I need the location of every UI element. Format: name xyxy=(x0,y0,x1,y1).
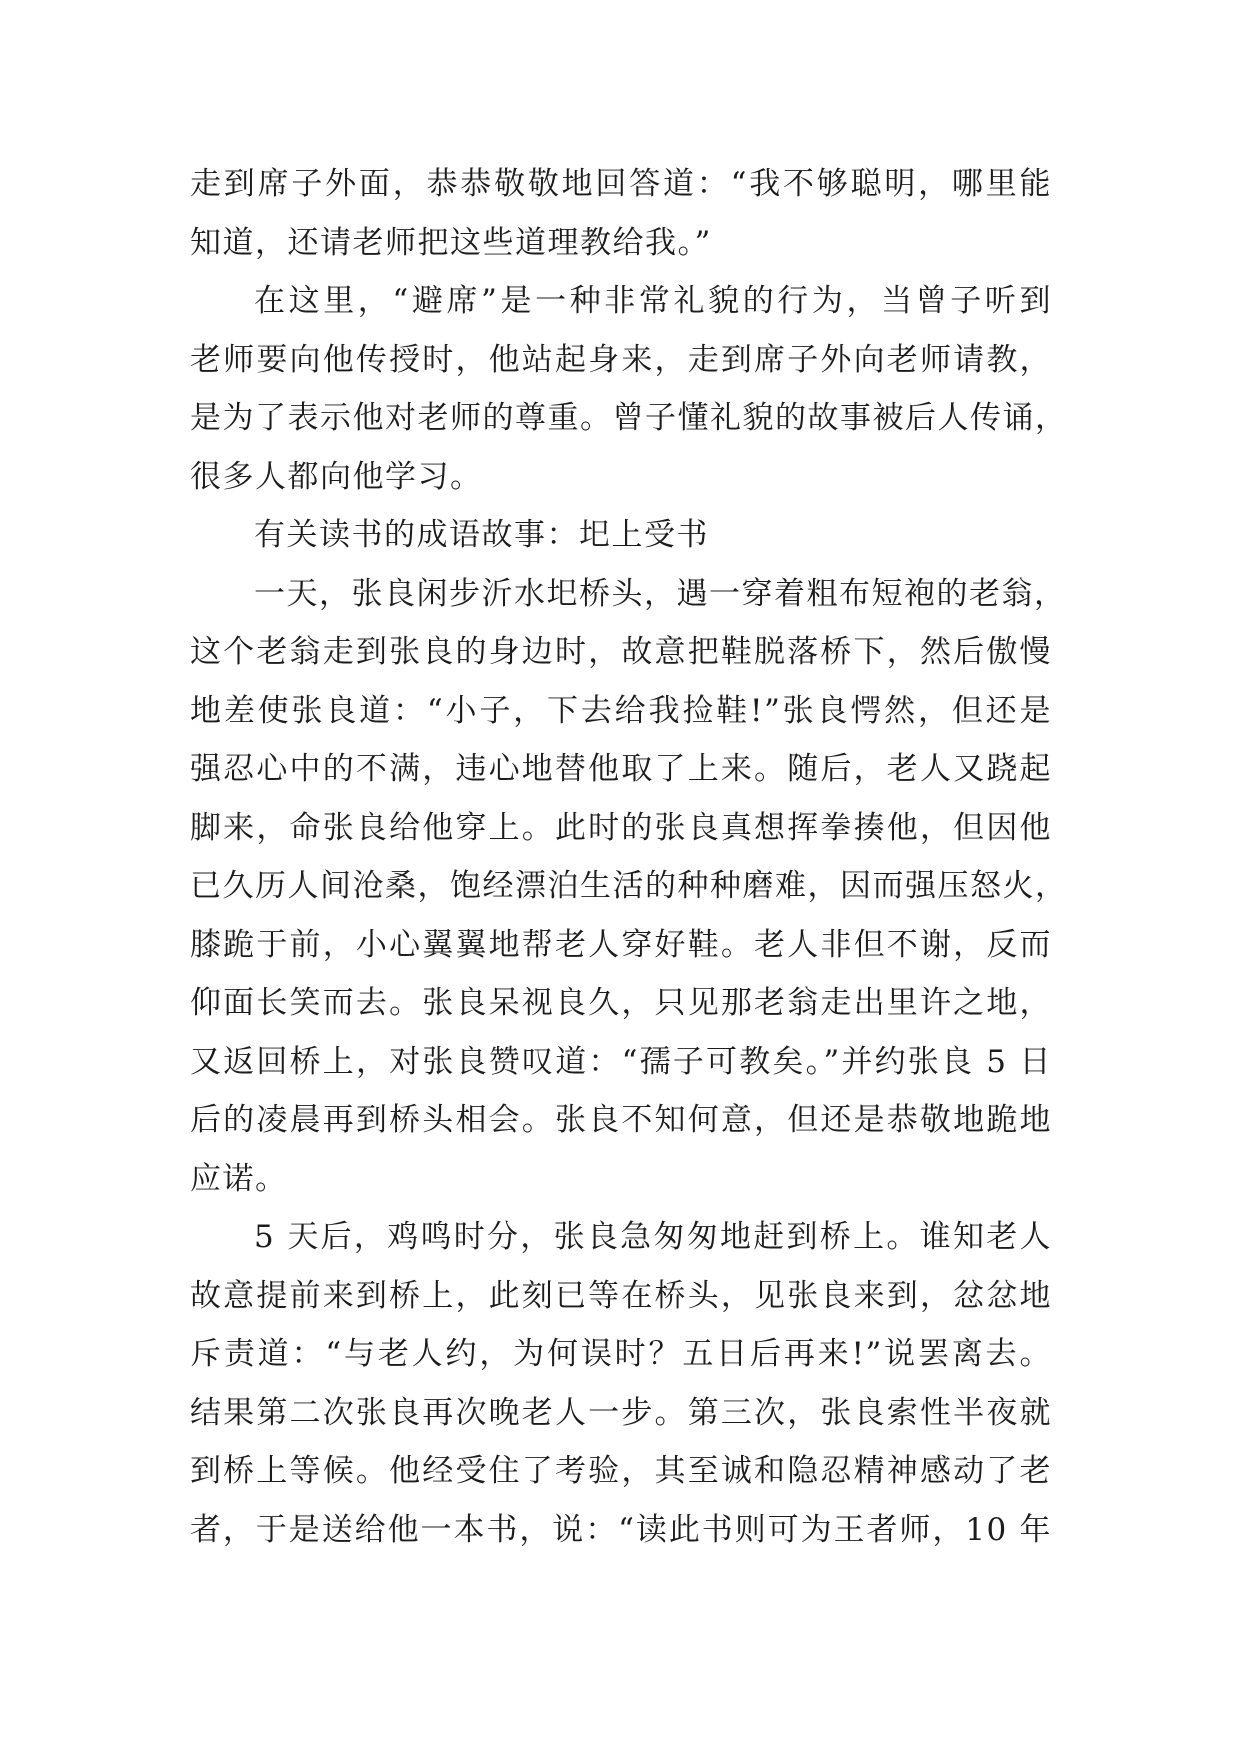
text-line: 5 天后，鸡鸣时分，张良急匆匆地赶到桥上。谁知老人 xyxy=(254,1219,1052,1255)
text-line: 脚来，命张良给他穿上。此时的张良真想挥拳揍他，但因他 xyxy=(190,809,1052,846)
text-line: 地差使张良道：“小子，下去给我捡鞋!”张良愕然，但还是 xyxy=(190,692,1052,729)
text-line: 已久历人间沧桑，饱经漂泊生活的种种磨难，因而强压怒火， xyxy=(190,868,1068,904)
text-line: 强忍心中的不满，违心地替他取了上来。随后，老人又跷起 xyxy=(190,751,1052,787)
text-line: 膝跪于前，小心翼翼地帮老人穿好鞋。老人非但不谢，反而 xyxy=(190,926,1052,963)
text-line: 斥责道：“与老人约，为何误时？五日后再来!”说罢离去。 xyxy=(190,1336,1052,1372)
section-heading: 有关读书的成语故事：圯上受书 xyxy=(254,517,709,553)
body-text xyxy=(190,155,1068,1559)
text-line: 后的凌晨再到桥头相会。张良不知何意，但还是恭敬地跪地 xyxy=(190,1102,1052,1138)
text-line: 又返回桥上，对张良赞叹道：“孺子可教矣。”并约张良 5 日 xyxy=(190,1043,1052,1080)
text-line: 到桥上等候。他经受住了考验，其至诚和隐忍精神感动了老 xyxy=(190,1453,1052,1489)
text-line: 一天，张良闲步沂水圯桥头，遇一穿着粗布短袍的老翁， xyxy=(254,575,1067,612)
text-line: 应诺。 xyxy=(190,1160,288,1197)
text-line: 仰面长笑而去。张良呆视良久，只见那老翁走出里许之地， xyxy=(190,985,1052,1021)
text-line: 是为了表示他对老师的尊重。曾子懂礼貌的故事被后人传诵， xyxy=(190,400,1068,436)
text-line: 老师要向他传授时，他站起身来，走到席子外向老师请教， xyxy=(190,341,1052,378)
text-line: 知道，还请老师把这些道理教给我。” xyxy=(190,224,712,261)
text-line: 在这里，“避席”是一种非常礼貌的行为，当曾子听到 xyxy=(254,283,1052,319)
text-line: 者，于是送给他一本书，说：“读此书则可为王者师，10 年 xyxy=(190,1511,1052,1548)
text-line: 走到席子外面，恭恭敬敬地回答道：“我不够聪明，哪里能 xyxy=(190,166,1052,202)
text-line: 很多人都向他学习。 xyxy=(190,458,483,495)
text-line: 故意提前来到桥上，此刻已等在桥头，见张良来到，忿忿地 xyxy=(190,1277,1052,1314)
text-line: 这个老翁走到张良的身边时，故意把鞋脱落桥下，然后傲慢 xyxy=(190,634,1052,670)
text-line: 结果第二次张良再次晚老人一步。第三次，张良索性半夜就 xyxy=(190,1394,1052,1431)
